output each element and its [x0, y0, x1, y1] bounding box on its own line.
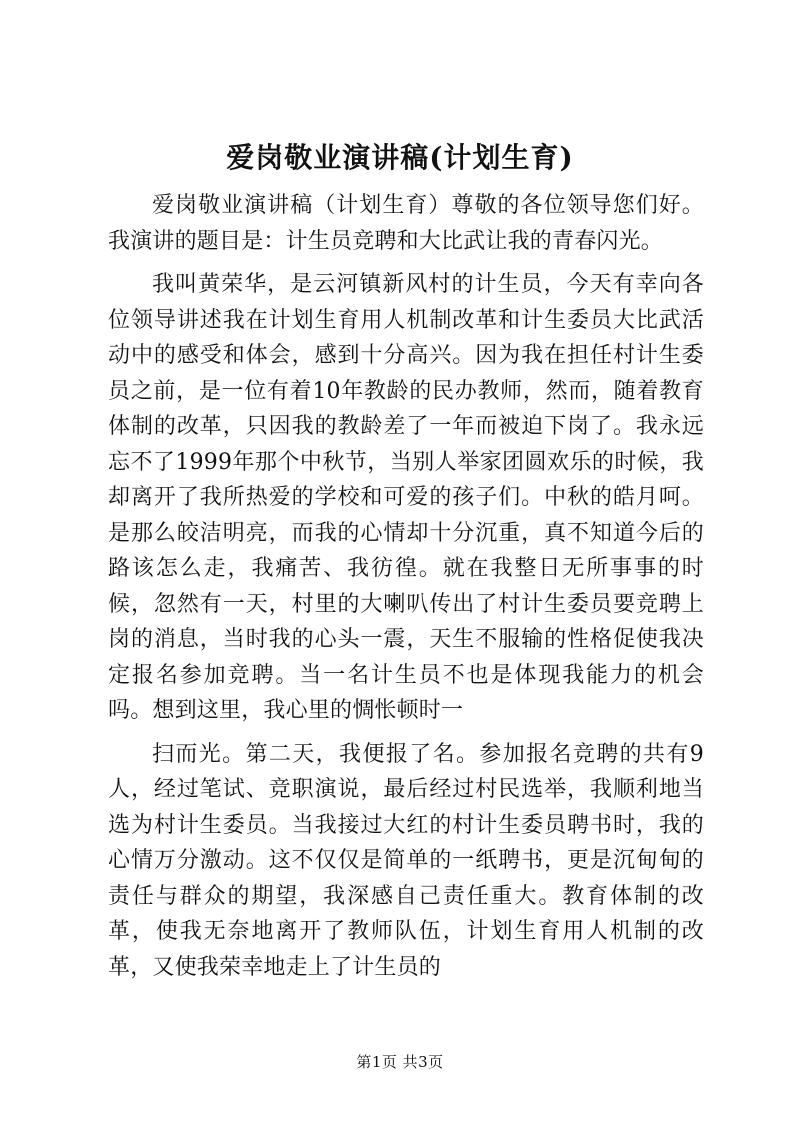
document-body	[108, 188, 704, 985]
paragraph-background: 我叫黄荣华，是云河镇新风村的计生员，今天有幸向各位领导讲述我在计划生育用人机制改革和计生委员大比武活动中的感受和体会，感到十分高兴。因为我在担任村计生委员之前，是一位有着10年教龄的民办教师，然而，随着教育体制的改革，只因我的教龄差了一年而被迫下岗了。我永远忘不了1999年那个中秋节，当别人举家团圆欢乐的时候，我却离开了我所热爱的学校和可爱的孩子们。中秋的皓月呵。是那么皎洁明亮，而我的心情却十分沉重，真不知道今后的路该怎么走，我痛苦、我彷徨。就在我整日无所事事的时候，忽然有一天，村里的大喇叭传出了村计生委员要竞聘上岗的消息，当时我的心头一震，天生不服输的性格促使我决定报名参加竞聘。当一名计生员不也是体现我能力的机会吗。想到这里，我心里的惆怅顿时一	[108, 272, 704, 723]
page-number-footer: 第1页 共3页	[356, 1053, 444, 1071]
document-title: 爱岗敬业演讲稿(计划生育)	[226, 141, 574, 174]
paragraph-intro: 爱岗敬业演讲稿（计划生育）尊敬的各位领导您们好。我演讲的题目是：计生员竞聘和大比武让我的青春闪光。	[108, 193, 704, 254]
paragraph-election: 扫而光。第二天，我便报了名。参加报名竞聘的共有9人，经过笔试、竞职演说，最后经过村民选举，我顺利地当选为村计生委员。当我接过大红的村计生委员聘书时，我的心情万分激动。这不仅仅是简单的一纸聘书，更是沉甸甸的责任与群众的期望，我深感自己责任重大。教育体制的改革，使我无奈地离开了教师队伍，计划生育用人机制的改革，又使我荣幸地走上了计生员的	[108, 741, 704, 980]
